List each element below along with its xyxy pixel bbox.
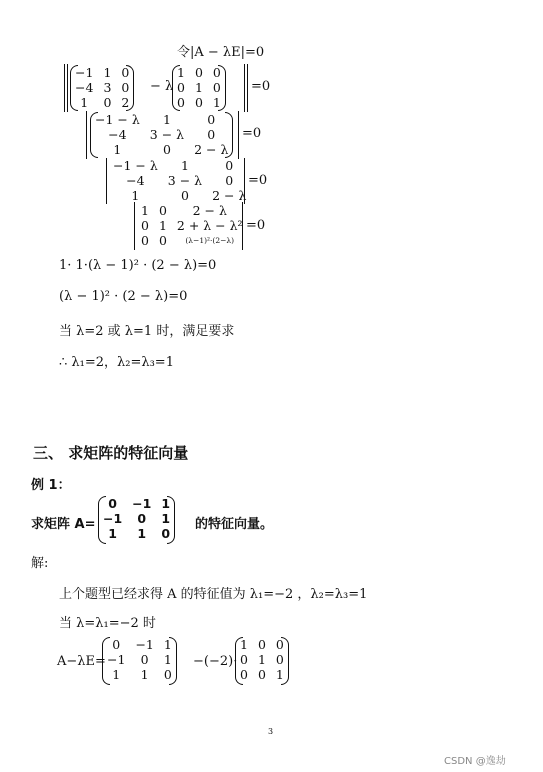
matrix-cell: 2 + λ − λ² bbox=[176, 218, 243, 233]
matrix-row bbox=[136, 233, 248, 248]
matrix-cell: 0 bbox=[194, 65, 203, 80]
matrix-cell: 1 bbox=[163, 652, 172, 667]
matrix-cell: 2 bbox=[121, 95, 130, 110]
matrix-cell: 1 bbox=[131, 188, 140, 203]
matrix-row bbox=[136, 218, 248, 233]
identity-matrix bbox=[172, 65, 226, 111]
matrix-cell: −1 bbox=[132, 496, 152, 511]
matrix-cell: 0 bbox=[240, 667, 248, 682]
matrix-cell: 1 bbox=[137, 526, 147, 541]
determinant-matrix bbox=[108, 158, 251, 204]
matrix-row bbox=[98, 511, 175, 526]
matrix-cell: 0 bbox=[257, 637, 266, 652]
problem-prefix: 求矩阵 A= bbox=[31, 517, 96, 532]
rhs: =0 bbox=[248, 173, 268, 188]
matrix-cell: 0 bbox=[177, 80, 185, 95]
matrix-cell: 0 bbox=[121, 80, 130, 95]
matrix-cell: 0 bbox=[207, 112, 216, 127]
matrix-cell: 0 bbox=[158, 203, 167, 218]
matrix-cell: 3 bbox=[103, 80, 112, 95]
reduced-matrix bbox=[136, 203, 248, 249]
matrix-cell: 0 bbox=[141, 233, 149, 248]
matrix-cell: 1 bbox=[141, 203, 149, 218]
matrix-cell: 1 bbox=[112, 667, 121, 682]
matrix-cell: 0 bbox=[161, 526, 171, 541]
equation-3 bbox=[106, 158, 276, 204]
matrix-cell: 1 bbox=[108, 526, 117, 541]
matrix-row bbox=[90, 127, 233, 142]
matrix-row bbox=[70, 80, 134, 95]
matrix-cell: 1 bbox=[80, 95, 89, 110]
matrix-cell: 0 bbox=[141, 218, 149, 233]
problem-matrix bbox=[98, 496, 175, 544]
matrix-cell: 3 − λ bbox=[167, 173, 203, 188]
equation-4 bbox=[134, 202, 274, 250]
solution-matrix-a bbox=[102, 637, 177, 685]
solution-case: 当 λ=λ₁=−2 时 bbox=[59, 616, 156, 631]
matrix-cell: 1 bbox=[240, 637, 248, 652]
matrix-row bbox=[98, 496, 175, 511]
solution-lhs: A−λE= bbox=[57, 654, 106, 669]
matrix-cell: 0 bbox=[207, 127, 216, 142]
watermark: CSDN @逸劫 bbox=[444, 756, 506, 767]
solution-operator: −(−2)· bbox=[193, 654, 238, 669]
matrix-cell: −1 − λ bbox=[95, 112, 140, 127]
matrix-cell: 1 bbox=[163, 637, 172, 652]
matrix-row bbox=[90, 142, 233, 157]
solution-eigenvalues: 上个题型已经求得 A 的特征值为 λ₁=−2 ，λ₂=λ₃=1 bbox=[59, 587, 368, 602]
step-condition: 当 λ=2 或 λ=1 时，满足要求 bbox=[59, 324, 235, 339]
matrix-cell: 0 bbox=[163, 667, 172, 682]
matrix-cell: 0 bbox=[162, 142, 171, 157]
equation-2 bbox=[86, 111, 276, 159]
page-number: 3 bbox=[268, 727, 274, 736]
solution-label: 解: bbox=[31, 556, 49, 571]
matrix-cell: 0 bbox=[275, 652, 284, 667]
matrix-cell: 1 bbox=[275, 667, 284, 682]
rhs: =0 bbox=[246, 218, 266, 233]
equation-1 bbox=[64, 64, 274, 112]
matrix-row bbox=[108, 173, 251, 188]
operator: − λ bbox=[150, 79, 174, 94]
matrix-cell: 0 bbox=[257, 667, 266, 682]
matrix-cell: −1 bbox=[75, 65, 94, 80]
matrix-row bbox=[108, 188, 251, 203]
matrix-cell: 0 bbox=[180, 188, 189, 203]
matrix-cell: 1 bbox=[180, 158, 189, 173]
matrix-row bbox=[98, 526, 175, 541]
step-result: ∴ λ₁=2，λ₂=λ₃=1 bbox=[59, 355, 174, 370]
equation-title: 令|A − λE|=0 bbox=[177, 45, 265, 60]
matrix-cell: 1 bbox=[212, 95, 221, 110]
matrix-cell: 0 bbox=[103, 95, 112, 110]
matrix-cell: 1 bbox=[162, 112, 171, 127]
step-simplified: (λ − 1)² · (2 − λ)=0 bbox=[59, 289, 188, 304]
rhs: =0 bbox=[242, 126, 262, 141]
matrix-a-minus-lambda-e bbox=[90, 112, 233, 158]
example-label: 例 1： bbox=[31, 478, 71, 493]
section-heading: 三、 求矩阵的特征向量 bbox=[33, 444, 189, 462]
matrix-cell: 1 bbox=[158, 218, 167, 233]
matrix-cell: 0 bbox=[212, 65, 221, 80]
matrix-cell: 0 bbox=[137, 511, 147, 526]
matrix-cell: 2 − λ bbox=[192, 203, 227, 218]
matrix-row bbox=[108, 158, 251, 173]
matrix-cell: 3 − λ bbox=[149, 127, 185, 142]
matrix-cell: 0 bbox=[275, 637, 284, 652]
matrix-cell: 1 bbox=[140, 667, 149, 682]
rhs: =0 bbox=[251, 79, 271, 94]
matrix-cell: 2 − λ bbox=[194, 142, 229, 157]
matrix-cell: 0 bbox=[212, 80, 221, 95]
matrix-cell: −1 − λ bbox=[113, 158, 158, 173]
matrix-cell: 0 bbox=[121, 65, 130, 80]
matrix-cell: 1 bbox=[177, 65, 185, 80]
matrix-cell: 1 bbox=[113, 142, 122, 157]
matrix-cell: −1 bbox=[107, 652, 126, 667]
matrix-cell: 1 bbox=[161, 496, 171, 511]
matrix-cell: −1 bbox=[103, 511, 123, 526]
matrix-cell: 1 bbox=[257, 652, 266, 667]
matrix-cell: 1 bbox=[194, 80, 203, 95]
matrix-cell: (λ−1)²·(2−λ) bbox=[185, 236, 235, 245]
matrix-cell: 0 bbox=[225, 173, 234, 188]
matrix-row bbox=[102, 652, 177, 667]
matrix-row bbox=[90, 112, 233, 127]
matrix-row bbox=[70, 95, 134, 110]
matrix-cell: 0 bbox=[158, 233, 167, 248]
matrix-cell: 1 bbox=[161, 511, 171, 526]
matrix-cell: −4 bbox=[75, 80, 94, 95]
matrix-cell: −4 bbox=[108, 127, 127, 142]
matrix-cell: 0 bbox=[177, 95, 185, 110]
matrix-row bbox=[102, 667, 177, 682]
step-product: 1· 1·(λ − 1)² · (2 − λ)=0 bbox=[59, 258, 217, 273]
matrix-cell: 2 − λ bbox=[212, 188, 247, 203]
matrix-a bbox=[70, 65, 134, 111]
solution-identity-matrix bbox=[235, 637, 289, 685]
matrix-cell: 0 bbox=[108, 496, 117, 511]
matrix-cell: 1 bbox=[103, 65, 112, 80]
problem-suffix: 的特征向量。 bbox=[195, 517, 274, 532]
matrix-cell: −4 bbox=[126, 173, 145, 188]
matrix-cell: −1 bbox=[135, 637, 154, 652]
matrix-row bbox=[70, 65, 134, 80]
matrix-cell: 0 bbox=[112, 637, 121, 652]
matrix-cell: 0 bbox=[225, 158, 234, 173]
matrix-cell: 0 bbox=[194, 95, 203, 110]
matrix-cell: 0 bbox=[140, 652, 149, 667]
matrix-cell: 0 bbox=[240, 652, 248, 667]
matrix-row bbox=[136, 203, 248, 218]
matrix-row bbox=[102, 637, 177, 652]
